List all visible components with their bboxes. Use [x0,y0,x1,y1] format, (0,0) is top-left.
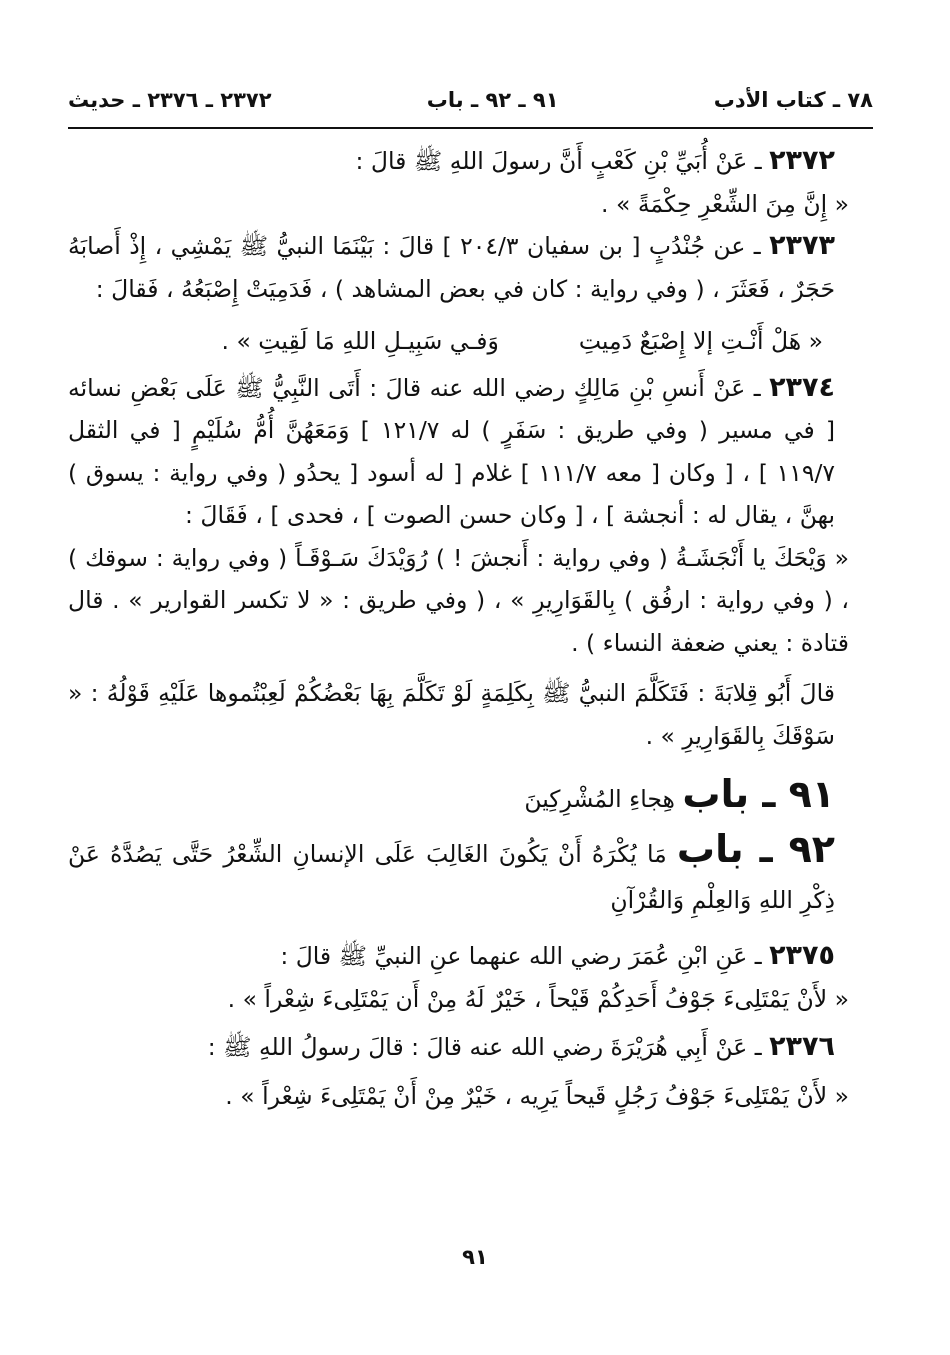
chapter-title: هِجاءِ المُشْرِكِينَ [524,785,675,813]
chapter-92-heading: ٩٢ ـ باب مَا يُكْرَهُ أَنْ يَكُونَ الغَالِبَ عَلَى الإنسانِ الشِّعْرُ حَتَّى يَصُدَّهُ عَنْ ذِكْرِ اللهِ وَالعِلْمِ وَالقُرْآنِ [68,827,835,914]
hadith-number: ٢٣٧٥ [769,940,835,971]
hadith-2372-intro [68,140,873,183]
hadith-2376-intro [68,1026,873,1069]
hadith-2373-verse [68,320,873,363]
chapter-word: باب [676,827,744,871]
chapter-title: مَا يُكْرَهُ أَنْ يَكُونَ الغَالِبَ عَلَى الإنسانِ الشِّعْرُ حَتَّى يَصُدَّهُ عَنْ ذِكْرِ اللهِ وَالعِلْمِ وَالقُرْآنِ [68,840,835,914]
page-body [68,140,873,1117]
hadith-2376-quote: « لأَنْ يَمْتَلِىءَ جَوْفُ رَجُلٍ قَيحاً يَرِيه ، خَيْرٌ مِنْ أَنْ يَمْتَلِىءَ شِعْراً » . [225,1081,849,1110]
verse-hemistich-first: « هَلْ أَنْـتِ إلا إِصْبَعٌ دَمِيتِ [578,327,823,355]
header-book-title: ٧٨ ـ كتاب الأدب [713,88,873,112]
hadith-2374-note: قالَ أَبُو قِلابَةَ : فَتَكَلَّمَ النبيُّ ﷺ بِكَلِمَةٍ لَوْ تَكَلَّمَ بِهَا بَعْضُكُمْ لَعِبْتُموها عَلَيْهِ قَوْلُهُ : « سَوْقَكَ بِالقَوَارِيرِ » . [68,679,835,750]
hadith-number: ٢٣٧٢ [769,145,835,176]
hadith-text: ـ عَنْ أَبِي هُرَيْرَةَ رضي الله عنه قالَ : قالَ رسولُ اللهِ ﷺ : [207,1033,770,1061]
hadith-number: ٢٣٧٤ [769,371,835,403]
chapter-number: ٩٢ [788,827,835,871]
hadith-text: ـ عَنْ أُبَيِّ بْنِ كَعْبٍ أَنَّ رسولَ اللهِ ﷺ قالَ : [355,147,770,175]
hadith-2375-quote: « لأَنْ يَمْتَلِىءَ جَوْفُ أَحَدِكُمْ قَيْحاً ، خَيْرٌ لَهُ مِنْ أَن يَمْتَلِىءَ شِعْراً » . [227,984,849,1013]
hadith-number: ٢٣٧٣ [769,230,835,261]
hadith-2373-intro [68,225,873,310]
chapter-word: باب [682,772,750,816]
hadith-2372-quote: « إِنَّ مِنَ الشِّعْرِ حِكْمَةً » . [601,189,849,218]
hadith-text: ـ عن جُنْدُبٍ [ بن سفيان ٢٠٤/٣ ] قالَ : بَيْنَمَا النبيُّ ﷺ يَمْشِي ، إِذْ أَصابَهُ حَجَرٌ ، فَعَثَرَ ، ( وفي رواية : كان في بعض المشاهد ) ، فَدَمِيَتْ إِصْبَعُهُ ، فَقالَ : [68,232,835,303]
header-rule [68,127,873,129]
page-number: ٩١ [462,1245,488,1269]
hadith-2374-intro [68,367,873,537]
hadith-2374-quote: « وَيْحَكَ يا أَنْجَشَـةُ ( وفي رواية : أَنجشَ ! ) رُوَيْدَكَ سَـوْقَـاً ( وفي رواية : سوقك ) ، ( وفي رواية : ارفُق ) بِالقَوَارِيرِ » ، ( وفي طريق : « لا تكسر القوارير » . قال قتادة : يعني ضعفة النساء ) . [68,543,849,657]
header-chapter-range: ٩١ ـ ٩٢ ـ باب [426,88,559,112]
chapter-number: ٩١ [788,772,835,816]
hadith-number: ٢٣٧٦ [769,1031,835,1062]
hadith-text: ـ عَنْ أَنسِ بْنِ مَالِكٍ رضي الله عنه قالَ : أَتَى النَّبِيُّ ﷺ عَلَى بَعْضِ نسائه [ في مسير ( وفي طريق : سَفَرٍ ) له ١٢١/٧ ] وَمَعَهُنَّ أُمُّ سُلَيْمٍ [ في الثقل ١١٩/٧ ] ، [ وكان [ معه ١١١/٧ ] غلام [ له أسود [ يحدُو ( وفي رواية : يسوق ) بهنَّ ، يقال له : أنجشة ] ، [ وكان حسن الصوت ] ، فحدى ] ، فَقَالَ : [68,373,836,529]
hadith-2375-intro [68,935,873,978]
running-header [68,80,873,120]
verse-hemistich-second: وَفـي سَبِيـلِ اللهِ مَا لَقِيتِ » . [221,327,499,355]
chapter-91-heading: ٩١ ـ باب هِجاءِ المُشْرِكِينَ [524,772,835,816]
header-hadith-range: ٢٣٧٢ ـ ٢٣٧٦ ـ حديث [68,88,272,112]
hadith-text: ـ عَنِ ابْنِ عُمَرَ رضي الله عنهما عنِ النبيِّ ﷺ قالَ : [280,942,770,970]
